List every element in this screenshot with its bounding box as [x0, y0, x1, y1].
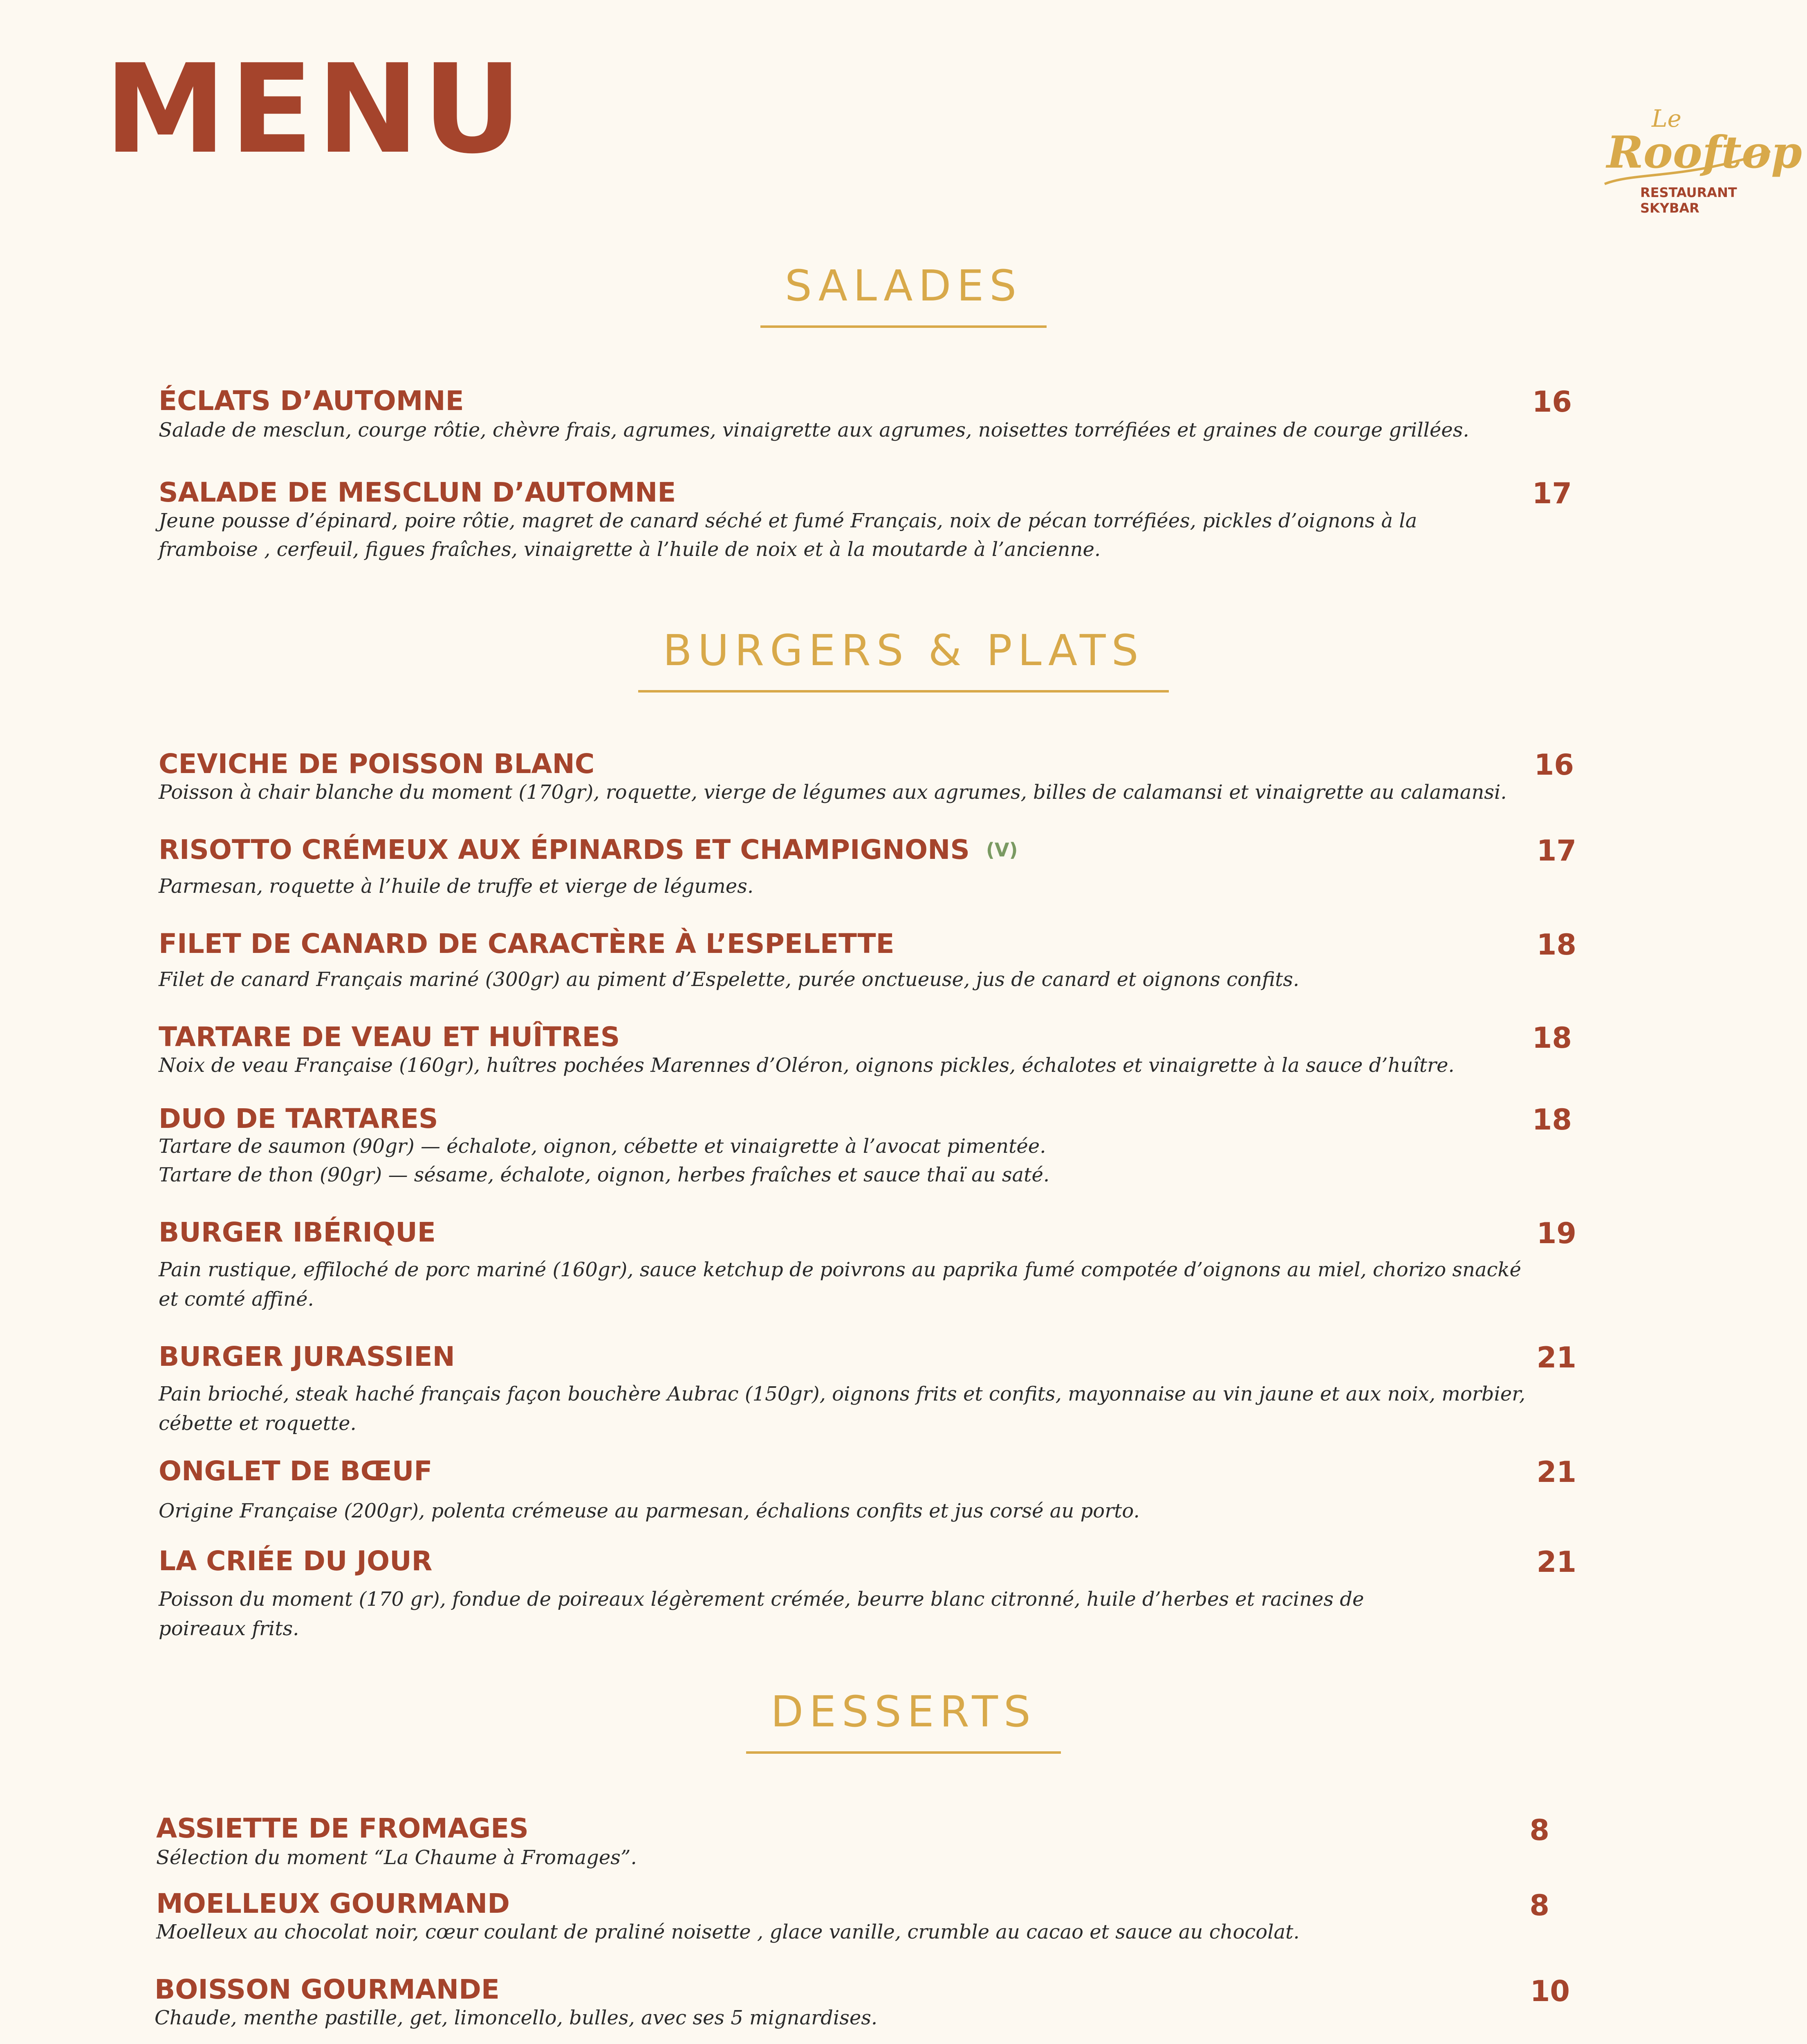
item-price: 19 — [1536, 1217, 1576, 1250]
item-name: BOISSON GOURMANDE — [155, 1974, 500, 2005]
item-name: FILET DE CANARD DE CARACTÈRE À L’ESPELETTE — [159, 928, 895, 959]
item-desc: Pain brioché, steak haché français façon bouchère Aubrac (150gr), oignons frits et confits, mayonnaise au vin jaune et aux noix, morbier, — [159, 1383, 1526, 1405]
item-desc: et comté affiné. — [159, 1288, 314, 1311]
item-price: 16 — [1532, 385, 1572, 419]
item-desc: Tartare de thon (90gr) — sésame, échalote, oignon, herbes fraîches et sauce thaï au saté. — [159, 1163, 1050, 1186]
item-price: 16 — [1534, 748, 1574, 782]
item-desc: Poisson du moment (170 gr), fondue de poireaux légèrement crémée, beurre blanc citronné, huile d’herbes et racines de — [159, 1588, 1364, 1611]
item-name: TARTARE DE VEAU ET HUÎTRES — [159, 1021, 620, 1053]
item-name: ASSIETTE DE FROMAGES — [156, 1813, 529, 1844]
item-desc: Sélection du moment “La Chaume à Fromages”. — [156, 1846, 637, 1869]
page-title: MENU — [104, 38, 526, 181]
item-desc: Origine Française (200gr), polenta crémeuse au parmesan, échalions confits et jus corsé au porto. — [159, 1499, 1140, 1522]
item-desc: Moelleux au chocolat noir, cœur coulant de praliné noisette , glace vanille, crumble au cacao et sauce au chocolat. — [156, 1921, 1300, 1943]
item-name: ÉCLATS D’AUTOMNE — [159, 385, 464, 417]
item-price: 21 — [1536, 1455, 1576, 1489]
item-desc: poireaux frits. — [159, 1617, 299, 1640]
section-title-burgers: BURGERS & PLATS — [638, 626, 1168, 693]
item-price: 17 — [1532, 477, 1572, 510]
section-salades — [0, 262, 1807, 328]
item-price: 18 — [1536, 928, 1576, 961]
item-name: CEVICHE DE POISSON BLANC — [159, 748, 595, 780]
section-desserts — [0, 1688, 1807, 1754]
item-desc: Parmesan, roquette à l’huile de truffe et vierge de légumes. — [159, 875, 754, 898]
vegetarian-tag: (V) — [986, 839, 1018, 861]
item-name: LA CRIÉE DU JOUR — [159, 1545, 433, 1577]
item-price: 17 — [1536, 834, 1576, 867]
item-desc: Salade de mesclun, courge rôtie, chèvre frais, agrumes, vinaigrette aux agrumes, noisettes torréfiées et graines de courge grillées. — [159, 419, 1469, 442]
section-title-desserts: DESSERTS — [746, 1688, 1061, 1754]
item-price: 21 — [1536, 1545, 1576, 1579]
item-name: BURGER IBÉRIQUE — [159, 1217, 436, 1248]
svg-text:RESTAURANT: RESTAURANT — [1640, 185, 1737, 200]
item-name-text: RISOTTO CRÉMEUX AUX ÉPINARDS ET CHAMPIGNONS — [159, 834, 970, 865]
item-desc: Pain rustique, effiloché de porc mariné (160gr), sauce ketchup de poivrons au paprika fumé compotée d’oignons au miel, chorizo snacké — [159, 1258, 1521, 1281]
section-burgers-plats — [0, 626, 1807, 693]
item-desc: Tartare de saumon (90gr) — échalote, oignon, cébette et vinaigrette à l’avocat pimentée. — [159, 1135, 1046, 1158]
item-name: ONGLET DE BŒUF — [159, 1455, 433, 1487]
section-title-salades: SALADES — [760, 262, 1047, 328]
item-desc: Jeune pousse d’épinard, poire rôtie, magret de canard séché et fumé Français, noix de pécan torréfiées, pickles d’oignons à la — [159, 509, 1417, 532]
item-name: MOELLEUX GOURMAND — [156, 1888, 510, 1919]
svg-text:SKYBAR: SKYBAR — [1640, 200, 1699, 216]
item-name: BURGER JURASSIEN — [159, 1341, 455, 1372]
item-desc: Chaude, menthe pastille, get, limoncello, bulles, avec ses 5 mignardises. — [155, 2006, 878, 2029]
item-desc: cébette et roquette. — [159, 1412, 356, 1435]
svg-text:Le: Le — [1652, 105, 1681, 132]
item-price: 21 — [1536, 1341, 1576, 1374]
item-price: 10 — [1530, 1975, 1570, 2008]
item-price: 8 — [1529, 1813, 1549, 1847]
item-name — [159, 836, 1018, 863]
item-desc: framboise , cerfeuil, figues fraîches, vinaigrette à l’huile de noix et à la moutarde à l’ancienne. — [159, 538, 1101, 561]
item-desc: Filet de canard Français mariné (300gr) au piment d’Espelette, purée onctueuse, jus de canard et oignons confits. — [159, 968, 1300, 991]
item-desc: Noix de veau Française (160gr), huîtres pochées Marennes d’Oléron, oignons pickles, échalotes et vinaigrette à la sauce d’huître. — [159, 1054, 1455, 1077]
item-desc: Poisson à chair blanche du moment (170gr), roquette, vierge de légumes aux agrumes, billes de calamansi et vinaigrette au calamansi. — [159, 781, 1507, 804]
item-price: 18 — [1532, 1021, 1572, 1055]
svg-text:Rooftop: Rooftop — [1607, 127, 1802, 178]
rooftop-logo — [1603, 102, 1802, 221]
item-name: DUO DE TARTARES — [159, 1103, 438, 1134]
item-price: 18 — [1532, 1103, 1572, 1136]
item-name: SALADE DE MESCLUN D’AUTOMNE — [159, 477, 676, 508]
item-price: 8 — [1529, 1889, 1549, 1922]
